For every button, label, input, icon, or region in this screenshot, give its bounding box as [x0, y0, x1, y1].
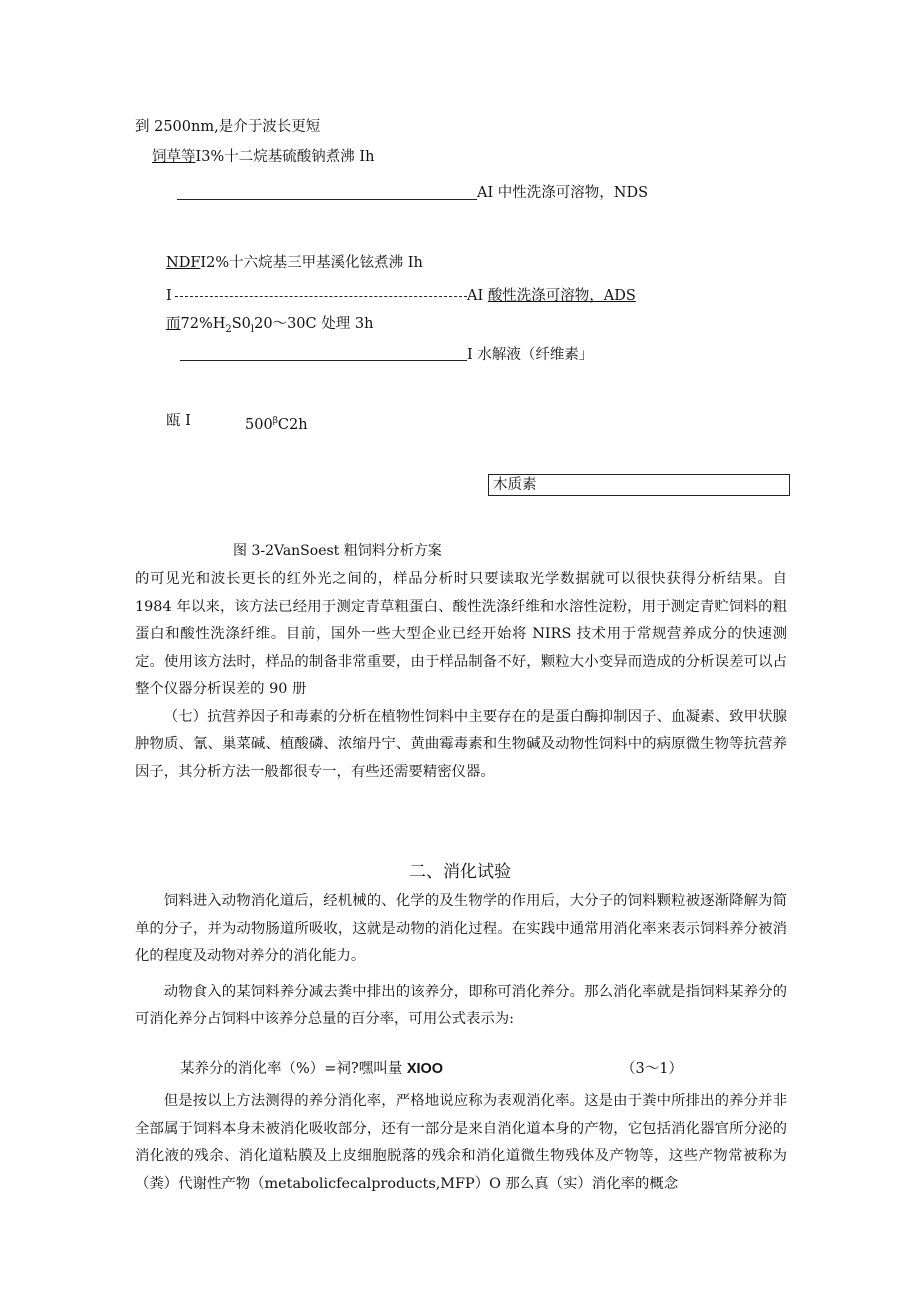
branch-line-2: [175, 296, 467, 297]
diagram-line-1: 到 2500nm,是介于波长更短: [135, 119, 321, 135]
step1-label: 饲草等: [152, 149, 196, 165]
branch-line-1: [177, 199, 477, 200]
paragraph-apparent-digestibility: 但是按以上方法测得的养分消化率，严格地说应称为表观消化率。这是由于粪中所排出的养分并非全部属于饲料本身未被消化吸收部分，还有一部分是来自消化道本身的产物，它包括消化器官所分泌的消化液的残余、消化道粘膜及上皮细胞脱落的残余和消化道微生物残体及产物等，这些产物常被称为（粪）代谢性产物（metabolicfecalproducts,MFP）O 那么真（实）消化率的概念: [135, 1093, 787, 1192]
diagram-step-3: [166, 314, 373, 340]
step3-sub-1: 2: [225, 323, 232, 335]
step3-label: 而: [166, 316, 181, 332]
step3-proc-a: 72%H: [180, 316, 226, 332]
result2-label: 酸性洗涤可溶物，ADS: [487, 288, 636, 304]
branch-2-prefix: I: [166, 288, 172, 304]
step2-procedure: I2%十六烷基三甲基溪化铉煮沸 Ih: [200, 255, 423, 271]
diagram-step-2: [166, 253, 423, 273]
result-1: AI 中性洗涤可溶物，NDS: [477, 185, 649, 201]
paragraph-digestion: 饲料进入动物消化道后，经机械的、化学的及生物学的作用后，大分子的饲料颗粒被逐渐降解为简单的分子，并为动物肠道所吸收，这就是动物的消化过程。在实践中通常用消化率来表示饲料养分被消化的程度及动物对养分的消化能力。: [135, 893, 787, 964]
section-heading: 二、消化试验: [409, 862, 511, 882]
diagram-step-4-label: 瓯 I: [166, 413, 191, 429]
result-2: [467, 286, 636, 306]
diagram-step-4-procedure: [245, 411, 308, 435]
formula-multiplier: XIOO: [406, 1061, 444, 1077]
diagram-step-1: [152, 147, 374, 167]
step3-proc-b: S0: [231, 316, 251, 332]
body-paragraphs-middle: [135, 888, 787, 1034]
body-paragraphs-top: [135, 566, 787, 786]
equation-number: （3～1）: [621, 1061, 683, 1077]
lignin-box: [488, 474, 790, 496]
formula-text: 某养分的消化率（%）=祠?嘿叫量: [180, 1061, 407, 1077]
step3-proc-c: 20～30C 处理 3h: [254, 316, 374, 332]
result-3: I 水解液（纤维素」: [467, 347, 594, 363]
step4-temp: 500: [245, 416, 273, 433]
formula: [180, 1059, 443, 1079]
step1-procedure: I3%十二烷基硫酸钠煮沸 Ih: [195, 149, 375, 165]
result2-prefix: AI: [467, 288, 488, 304]
step2-label: NDF: [166, 255, 201, 271]
branch-line-3: [180, 360, 467, 361]
step4-sup: β: [272, 416, 278, 426]
step4-tail: C2h: [277, 416, 308, 433]
paragraph-nirs: 的可见光和波长更长的红外光之间的，样品分析时只要读取光学数据就可以很快获得分析结果。自 1984 年以来，该方法已经用于测定青草粗蛋白、酸性洗涤纤维和水溶性淀粉，用于测定青贮饲料的粗蛋白和酸性洗涤纤维。目前，国外一些大型企业已经开始将 NIRS 技术用于常规营养成分的快速测定。使用该方法时，样品的制备非常重要，由于样品制备不好，颗粒大小变异而造成的分析误差可以占整个仪器分析误差的 90 册: [135, 571, 787, 697]
step3-sub-2: l: [250, 323, 255, 335]
lignin-label: 木质素: [493, 477, 537, 493]
paragraph-antinutritional: （七）抗营养因子和毒素的分析在植物性饲料中主要存在的是蛋白酶抑制因子、血凝素、致甲状腺肿物质、氰、巢菜碱、植酸磷、浓缩丹宁、黄曲霉毒素和生物碱及动物性饲料中的病原微生物等抗营养因子，其分析方法一般都很专一，有些还需要精密仪器。: [135, 708, 787, 780]
paragraph-digestibility: 动物食入的某饲料养分减去粪中排出的该养分，即称可消化养分。那么消化率就是指饲料某养分的可消化养分占饲料中该养分总量的百分率，可用公式表示为:: [135, 983, 787, 1027]
figure-caption: 图 3-2VanSoest 粗饲料分析方案: [233, 543, 442, 559]
body-paragraphs-bottom: [135, 1088, 787, 1198]
